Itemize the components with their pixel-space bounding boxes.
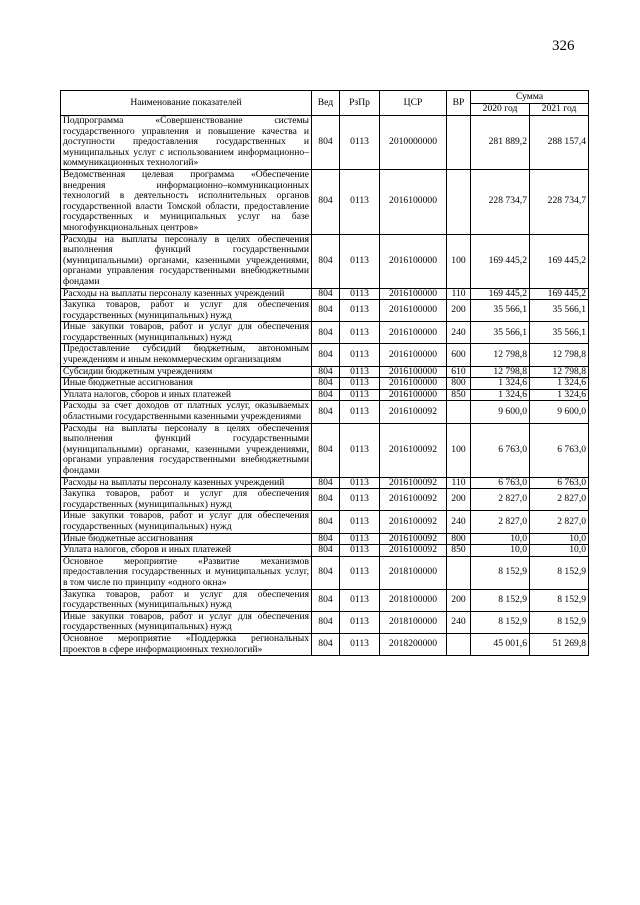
cell-ved: 804 [312, 378, 340, 390]
table-row [61, 611, 589, 633]
header-rzpr: РзПр [340, 91, 380, 116]
cell-csr: 2018100000 [380, 589, 447, 611]
cell-rzpr: 0113 [340, 401, 380, 423]
cell-name: Расходы за счет доходов от платных услуг, оказываемых областными государственными казенными учреждениями [61, 401, 312, 423]
cell-y2021: 288 157,4 [530, 116, 589, 170]
cell-vr: 240 [447, 511, 471, 533]
cell-csr: 2016100000 [380, 169, 447, 234]
cell-csr: 2018100000 [380, 556, 447, 589]
cell-rzpr: 0113 [340, 322, 380, 344]
cell-name: Предоставление субсидий бюджетным, автономным учреждениям и иным некоммерческим организациям [61, 344, 312, 366]
cell-ved: 804 [312, 288, 340, 300]
header-2020: 2020 год [471, 104, 530, 116]
cell-rzpr: 0113 [340, 423, 380, 477]
table-row [61, 545, 589, 557]
cell-ved: 804 [312, 633, 340, 655]
cell-rzpr: 0113 [340, 511, 380, 533]
cell-csr: 2016100000 [380, 300, 447, 322]
cell-ved: 804 [312, 300, 340, 322]
page-number: 326 [552, 38, 575, 54]
cell-ved: 804 [312, 423, 340, 477]
header-csr: ЦСР [380, 91, 447, 116]
table-row [61, 378, 589, 390]
table-header-row [61, 91, 589, 104]
cell-ved: 804 [312, 116, 340, 170]
cell-rzpr: 0113 [340, 366, 380, 378]
cell-y2020: 1 324,6 [471, 378, 530, 390]
cell-y2021: 35 566,1 [530, 322, 589, 344]
cell-y2021: 51 269,8 [530, 633, 589, 655]
cell-y2020: 12 798,8 [471, 366, 530, 378]
cell-y2021: 9 600,0 [530, 401, 589, 423]
cell-csr: 2016100000 [380, 378, 447, 390]
cell-y2021: 12 798,8 [530, 344, 589, 366]
cell-ved: 804 [312, 366, 340, 378]
cell-csr: 2016100000 [380, 288, 447, 300]
cell-ved: 804 [312, 344, 340, 366]
cell-vr: 240 [447, 611, 471, 633]
cell-rzpr: 0113 [340, 300, 380, 322]
table-body [61, 116, 589, 656]
cell-y2020: 2 827,0 [471, 489, 530, 511]
cell-name: Уплата налогов, сборов и иных платежей [61, 389, 312, 401]
cell-vr: 200 [447, 489, 471, 511]
cell-rzpr: 0113 [340, 389, 380, 401]
cell-y2020: 169 445,2 [471, 288, 530, 300]
cell-ved: 804 [312, 477, 340, 489]
table-row [61, 300, 589, 322]
cell-y2021: 169 445,2 [530, 288, 589, 300]
cell-csr: 2016100000 [380, 234, 447, 288]
cell-vr: 100 [447, 234, 471, 288]
cell-name: Расходы на выплаты персоналу казенных учреждений [61, 477, 312, 489]
cell-y2021: 10,0 [530, 545, 589, 557]
cell-vr: 800 [447, 533, 471, 545]
cell-name: Закупка товаров, работ и услуг для обеспечения государственных (муниципальных) нужд [61, 489, 312, 511]
cell-rzpr: 0113 [340, 589, 380, 611]
header-vr: ВР [447, 91, 471, 116]
table-row [61, 234, 589, 288]
cell-ved: 804 [312, 611, 340, 633]
cell-y2020: 6 763,0 [471, 423, 530, 477]
cell-name: Основное мероприятие «Поддержка региональных проектов в сфере информационных технологий» [61, 633, 312, 655]
table-row [61, 511, 589, 533]
cell-y2020: 10,0 [471, 533, 530, 545]
table-row [61, 477, 589, 489]
cell-y2021: 8 152,9 [530, 611, 589, 633]
cell-csr: 2018100000 [380, 611, 447, 633]
header-sum: Сумма [471, 91, 589, 104]
cell-csr: 2016100000 [380, 366, 447, 378]
header-2021: 2021 год [530, 104, 589, 116]
table-row [61, 389, 589, 401]
header-name: Наименование показателей [61, 91, 312, 116]
cell-ved: 804 [312, 489, 340, 511]
cell-y2020: 281 889,2 [471, 116, 530, 170]
table-row [61, 489, 589, 511]
cell-name: Иные бюджетные ассигнования [61, 378, 312, 390]
cell-ved: 804 [312, 533, 340, 545]
cell-y2020: 10,0 [471, 545, 530, 557]
header-ved: Вед [312, 91, 340, 116]
cell-vr [447, 116, 471, 170]
cell-rzpr: 0113 [340, 169, 380, 234]
cell-y2021: 228 734,7 [530, 169, 589, 234]
cell-y2020: 35 566,1 [471, 300, 530, 322]
table-row [61, 633, 589, 655]
cell-name: Закупка товаров, работ и услуг для обеспечения государственных (муниципальных) нужд [61, 300, 312, 322]
cell-rzpr: 0113 [340, 545, 380, 557]
cell-y2020: 8 152,9 [471, 556, 530, 589]
cell-y2021: 8 152,9 [530, 589, 589, 611]
table-row [61, 116, 589, 170]
cell-ved: 804 [312, 556, 340, 589]
cell-csr: 2016100092 [380, 533, 447, 545]
cell-csr: 2016100092 [380, 489, 447, 511]
cell-rzpr: 0113 [340, 556, 380, 589]
cell-vr [447, 556, 471, 589]
cell-name: Расходы на выплаты персоналу казенных учреждений [61, 288, 312, 300]
cell-csr: 2016100000 [380, 389, 447, 401]
cell-y2020: 9 600,0 [471, 401, 530, 423]
cell-vr: 110 [447, 477, 471, 489]
cell-name: Уплата налогов, сборов и иных платежей [61, 545, 312, 557]
table-row [61, 322, 589, 344]
cell-y2020: 35 566,1 [471, 322, 530, 344]
cell-y2021: 8 152,9 [530, 556, 589, 589]
cell-y2020: 8 152,9 [471, 611, 530, 633]
cell-y2020: 2 827,0 [471, 511, 530, 533]
cell-y2020: 169 445,2 [471, 234, 530, 288]
cell-vr: 610 [447, 366, 471, 378]
table-row [61, 344, 589, 366]
cell-csr: 2016100092 [380, 545, 447, 557]
cell-y2020: 8 152,9 [471, 589, 530, 611]
table-row [61, 169, 589, 234]
cell-ved: 804 [312, 401, 340, 423]
cell-name: Расходы на выплаты персоналу в целях обеспечения выполнения функций государственными (муниципальными) органами, казенными учреждениями, органами управления государственными внебюджетными фондами [61, 423, 312, 477]
cell-rzpr: 0113 [340, 234, 380, 288]
table-row [61, 401, 589, 423]
cell-csr: 2016100092 [380, 423, 447, 477]
cell-vr: 800 [447, 378, 471, 390]
cell-y2021: 12 798,8 [530, 366, 589, 378]
table-row [61, 556, 589, 589]
cell-name: Субсидии бюджетным учреждениям [61, 366, 312, 378]
cell-vr [447, 169, 471, 234]
cell-vr: 200 [447, 589, 471, 611]
cell-y2020: 1 324,6 [471, 389, 530, 401]
cell-csr: 2016100000 [380, 344, 447, 366]
cell-rzpr: 0113 [340, 533, 380, 545]
cell-rzpr: 0113 [340, 116, 380, 170]
cell-y2021: 1 324,6 [530, 389, 589, 401]
cell-vr: 110 [447, 288, 471, 300]
cell-vr [447, 633, 471, 655]
cell-y2020: 228 734,7 [471, 169, 530, 234]
cell-csr: 2018200000 [380, 633, 447, 655]
cell-vr [447, 401, 471, 423]
cell-y2020: 12 798,8 [471, 344, 530, 366]
cell-y2020: 45 001,6 [471, 633, 530, 655]
cell-csr: 2016100092 [380, 401, 447, 423]
cell-ved: 804 [312, 545, 340, 557]
cell-csr: 2016100000 [380, 322, 447, 344]
table-row [61, 423, 589, 477]
table-row [61, 533, 589, 545]
cell-rzpr: 0113 [340, 489, 380, 511]
cell-y2021: 169 445,2 [530, 234, 589, 288]
cell-y2020: 6 763,0 [471, 477, 530, 489]
cell-name: Расходы на выплаты персоналу в целях обеспечения выполнения функций государственными (муниципальными) органами, казенными учреждениями, органами управления государственными внебюджетными фондами [61, 234, 312, 288]
cell-ved: 804 [312, 169, 340, 234]
cell-vr: 200 [447, 300, 471, 322]
cell-csr: 2016100092 [380, 477, 447, 489]
cell-name: Основное мероприятие «Развитие механизмов предоставления государственных и муниципальных услуг, в том числе по принципу «одного окна» [61, 556, 312, 589]
budget-table [60, 90, 589, 656]
cell-rzpr: 0113 [340, 378, 380, 390]
cell-name: Иные закупки товаров, работ и услуг для обеспечения государственных (муниципальных) нужд [61, 322, 312, 344]
cell-ved: 804 [312, 234, 340, 288]
cell-ved: 804 [312, 589, 340, 611]
table-row [61, 589, 589, 611]
cell-ved: 804 [312, 511, 340, 533]
cell-y2021: 1 324,6 [530, 378, 589, 390]
cell-y2021: 35 566,1 [530, 300, 589, 322]
cell-y2021: 6 763,0 [530, 477, 589, 489]
cell-ved: 804 [312, 322, 340, 344]
cell-name: Закупка товаров, работ и услуг для обеспечения государственных (муниципальных) нужд [61, 589, 312, 611]
cell-y2021: 10,0 [530, 533, 589, 545]
cell-rzpr: 0113 [340, 344, 380, 366]
cell-vr: 600 [447, 344, 471, 366]
cell-name: Иные бюджетные ассигнования [61, 533, 312, 545]
cell-vr: 850 [447, 389, 471, 401]
cell-name: Иные закупки товаров, работ и услуг для обеспечения государственных (муниципальных) нужд [61, 611, 312, 633]
table-row [61, 366, 589, 378]
cell-name: Иные закупки товаров, работ и услуг для обеспечения государственных (муниципальных) нужд [61, 511, 312, 533]
cell-name: Подпрограмма «Совершенствование системы государственного управления и повышение качества и доступности предоставления государственных и муниципальных услуг с использованием информационно–коммуникационных технологий» [61, 116, 312, 170]
cell-vr: 100 [447, 423, 471, 477]
cell-y2021: 2 827,0 [530, 511, 589, 533]
cell-rzpr: 0113 [340, 477, 380, 489]
cell-y2021: 6 763,0 [530, 423, 589, 477]
cell-y2021: 2 827,0 [530, 489, 589, 511]
cell-rzpr: 0113 [340, 288, 380, 300]
table-row [61, 288, 589, 300]
cell-csr: 2016100092 [380, 511, 447, 533]
cell-name: Ведомственная целевая программа «Обеспечение внедрения информационно–коммуникационных технологий в деятельность исполнительных органов государственной власти Томской области, предоставление государственных и муниципальных услуг на базе многофункциональных центров» [61, 169, 312, 234]
cell-csr: 2010000000 [380, 116, 447, 170]
cell-vr: 850 [447, 545, 471, 557]
cell-ved: 804 [312, 389, 340, 401]
cell-rzpr: 0113 [340, 633, 380, 655]
cell-rzpr: 0113 [340, 611, 380, 633]
cell-vr: 240 [447, 322, 471, 344]
